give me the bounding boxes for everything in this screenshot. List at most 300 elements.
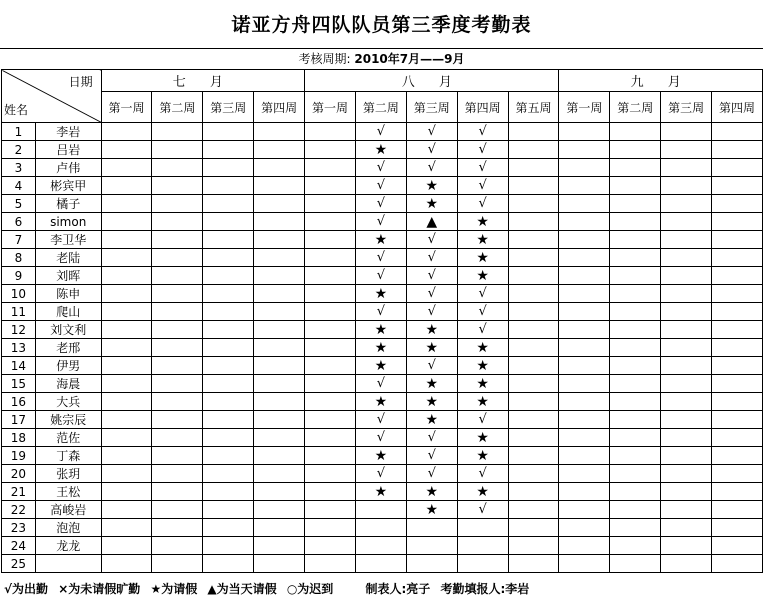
attendance-cell [203,411,254,429]
legend-leave: ★为请假 [150,582,198,596]
row-number: 16 [2,393,36,411]
attendance-cell [610,393,661,411]
attendance-cell [203,195,254,213]
attendance-cell [406,555,457,573]
attendance-cell [152,411,203,429]
member-name [35,555,101,573]
attendance-cell [610,501,661,519]
member-name: 李卫华 [35,231,101,249]
row-number: 12 [2,321,36,339]
attendance-cell [305,213,356,231]
attendance-cell: √ [355,375,406,393]
attendance-cell: √ [355,465,406,483]
legend-absent: ×为未请假旷勤 [58,582,141,596]
table-row [2,195,763,213]
attendance-cell [661,339,712,357]
attendance-cell: √ [457,411,508,429]
attendance-cell [661,411,712,429]
attendance-cell [203,177,254,195]
attendance-cell: √ [457,177,508,195]
attendance-cell: √ [355,195,406,213]
attendance-cell [712,465,763,483]
attendance-cell [152,519,203,537]
month-september: 九 月 [559,70,763,92]
attendance-cell: √ [457,123,508,141]
attendance-cell [508,465,559,483]
table-row [2,159,763,177]
attendance-cell [203,555,254,573]
attendance-cell [610,123,661,141]
attendance-cell: ★ [355,285,406,303]
attendance-cell [152,375,203,393]
attendance-cell [203,231,254,249]
member-name: 龙龙 [35,537,101,555]
attendance-cell: ★ [355,321,406,339]
attendance-cell: √ [406,285,457,303]
attendance-cell [610,357,661,375]
table-row [2,447,763,465]
attendance-cell [254,231,305,249]
attendance-cell [203,213,254,231]
row-number: 3 [2,159,36,177]
attendance-cell [254,159,305,177]
attendance-cell [101,231,152,249]
attendance-cell [152,501,203,519]
member-name: 丁森 [35,447,101,465]
attendance-cell [305,483,356,501]
attendance-cell [101,303,152,321]
attendance-cell [610,159,661,177]
attendance-cell [559,429,610,447]
member-name: 王松 [35,483,101,501]
row-number: 15 [2,375,36,393]
member-name: 姚宗辰 [35,411,101,429]
attendance-cell [610,141,661,159]
attendance-cell: ★ [457,447,508,465]
attendance-cell: √ [355,177,406,195]
attendance-cell [712,393,763,411]
attendance-cell [254,483,305,501]
attendance-cell [661,285,712,303]
row-number: 20 [2,465,36,483]
attendance-cell [203,447,254,465]
attendance-cell [559,393,610,411]
attendance-cell [152,213,203,231]
attendance-cell [305,429,356,447]
row-number: 2 [2,141,36,159]
period-label: 考核周期: [298,52,351,66]
attendance-cell [661,537,712,555]
member-name: 老邢 [35,339,101,357]
attendance-cell [661,357,712,375]
attendance-cell: ★ [457,231,508,249]
attendance-cell [610,303,661,321]
attendance-cell [610,231,661,249]
week-header: 第三周 [661,92,712,123]
attendance-cell [254,411,305,429]
attendance-cell: ★ [406,393,457,411]
attendance-cell [203,303,254,321]
table-row [2,357,763,375]
attendance-cell [712,411,763,429]
attendance-cell [508,483,559,501]
attendance-cell: √ [406,465,457,483]
attendance-cell [101,339,152,357]
attendance-cell [305,555,356,573]
attendance-cell [559,501,610,519]
attendance-cell: ★ [355,141,406,159]
attendance-cell [305,519,356,537]
table-row [2,213,763,231]
week-header: 第四周 [712,92,763,123]
attendance-cell [203,501,254,519]
attendance-cell [101,141,152,159]
attendance-cell [203,375,254,393]
attendance-cell [203,537,254,555]
member-name: 爬山 [35,303,101,321]
legend-same-day-leave: ▲为当天请假 [207,582,277,596]
attendance-cell [254,357,305,375]
attendance-cell [203,465,254,483]
attendance-cell: ★ [355,339,406,357]
table-maker: 制表人:亮子 [365,582,431,596]
attendance-cell: √ [457,303,508,321]
attendance-cell [559,375,610,393]
attendance-cell [610,321,661,339]
attendance-cell [254,375,305,393]
attendance-cell [508,447,559,465]
attendance-cell [101,321,152,339]
attendance-cell [559,483,610,501]
member-name: 老陆 [35,249,101,267]
member-name: 高峻岩 [35,501,101,519]
attendance-cell [610,375,661,393]
table-row [2,321,763,339]
table-row [2,465,763,483]
attendance-cell [203,429,254,447]
month-july: 七 月 [101,70,305,92]
attendance-cell: ★ [457,249,508,267]
attendance-cell [152,285,203,303]
attendance-cell: ★ [457,429,508,447]
attendance-cell [203,483,254,501]
attendance-cell [203,141,254,159]
attendance-cell [305,321,356,339]
name-header: 姓名 [4,103,29,117]
attendance-cell [661,303,712,321]
attendance-cell: √ [406,141,457,159]
attendance-cell [203,339,254,357]
row-number: 5 [2,195,36,213]
attendance-cell [254,465,305,483]
attendance-cell [508,303,559,321]
review-period [0,48,763,69]
attendance-cell: ★ [355,231,406,249]
attendance-cell [610,267,661,285]
attendance-cell [712,501,763,519]
attendance-cell [152,141,203,159]
attendance-cell [559,195,610,213]
attendance-cell [101,429,152,447]
attendance-cell [152,555,203,573]
row-number: 1 [2,123,36,141]
attendance-cell [254,141,305,159]
attendance-cell: √ [355,429,406,447]
attendance-cell [101,393,152,411]
attendance-cell [101,357,152,375]
member-name: simon [35,213,101,231]
attendance-cell: ★ [406,375,457,393]
member-name: 范佐 [35,429,101,447]
attendance-cell [305,303,356,321]
table-row [2,303,763,321]
attendance-cell [559,357,610,375]
attendance-cell [254,501,305,519]
member-name: 泡泡 [35,519,101,537]
attendance-cell [101,195,152,213]
attendance-cell [610,483,661,501]
table-row [2,339,763,357]
attendance-cell [559,249,610,267]
attendance-cell [254,555,305,573]
attendance-cell [152,321,203,339]
attendance-cell [355,519,406,537]
attendance-cell: ★ [457,339,508,357]
attendance-cell [305,357,356,375]
attendance-cell: √ [457,501,508,519]
attendance-cell [152,303,203,321]
attendance-cell [152,249,203,267]
attendance-cell [305,195,356,213]
table-row [2,483,763,501]
attendance-cell [305,411,356,429]
attendance-cell [559,447,610,465]
header-corner [2,70,102,123]
row-number: 4 [2,177,36,195]
attendance-cell [457,537,508,555]
attendance-cell: ★ [406,195,457,213]
week-header: 第三周 [203,92,254,123]
member-name: 李岩 [35,123,101,141]
attendance-cell: ▲ [406,213,457,231]
table-row [2,555,763,573]
attendance-cell: ★ [406,339,457,357]
attendance-cell [712,123,763,141]
attendance-cell: √ [355,159,406,177]
attendance-cell [101,537,152,555]
attendance-cell [508,357,559,375]
attendance-cell [508,231,559,249]
attendance-cell [508,555,559,573]
attendance-cell [305,447,356,465]
attendance-cell: ★ [355,447,406,465]
attendance-cell [508,213,559,231]
attendance-cell [661,321,712,339]
attendance-cell [559,267,610,285]
attendance-cell [254,249,305,267]
attendance-cell [712,357,763,375]
attendance-cell: ★ [355,393,406,411]
attendance-cell [508,141,559,159]
attendance-cell [152,159,203,177]
attendance-cell [610,177,661,195]
attendance-cell [101,519,152,537]
attendance-cell: √ [406,429,457,447]
row-number: 10 [2,285,36,303]
attendance-cell [712,285,763,303]
attendance-cell [610,285,661,303]
attendance-cell [508,339,559,357]
row-number: 25 [2,555,36,573]
attendance-cell [661,429,712,447]
member-name: 张玥 [35,465,101,483]
attendance-cell [254,303,305,321]
attendance-cell [254,195,305,213]
attendance-cell [305,393,356,411]
attendance-cell [712,195,763,213]
attendance-cell [559,177,610,195]
attendance-cell [152,465,203,483]
attendance-cell: √ [406,267,457,285]
attendance-cell [203,357,254,375]
attendance-cell [559,213,610,231]
attendance-cell [508,321,559,339]
attendance-cell [508,177,559,195]
attendance-cell: √ [406,447,457,465]
attendance-cell [508,249,559,267]
member-name: 伊男 [35,357,101,375]
attendance-cell: ★ [406,177,457,195]
attendance-cell: ★ [457,393,508,411]
attendance-cell: √ [457,465,508,483]
attendance-cell [712,159,763,177]
attendance-cell [559,411,610,429]
table-row [2,231,763,249]
table-row [2,267,763,285]
attendance-cell [610,195,661,213]
attendance-cell [254,447,305,465]
row-number: 18 [2,429,36,447]
attendance-cell [305,537,356,555]
week-header: 第一周 [101,92,152,123]
attendance-cell [712,555,763,573]
table-row [2,411,763,429]
attendance-cell [203,393,254,411]
attendance-cell: √ [406,249,457,267]
attendance-cell [712,483,763,501]
attendance-cell [101,375,152,393]
attendance-cell [203,267,254,285]
attendance-cell [610,411,661,429]
attendance-cell: ★ [355,357,406,375]
attendance-cell: √ [457,141,508,159]
attendance-cell [508,501,559,519]
attendance-cell [101,285,152,303]
attendance-cell [203,285,254,303]
attendance-cell: ★ [406,411,457,429]
row-number: 14 [2,357,36,375]
attendance-cell [610,429,661,447]
attendance-cell [610,555,661,573]
week-header: 第一周 [305,92,356,123]
attendance-cell [508,123,559,141]
attendance-cell [508,195,559,213]
attendance-cell [101,213,152,231]
attendance-cell [305,159,356,177]
attendance-cell [661,231,712,249]
attendance-cell [661,375,712,393]
row-number: 11 [2,303,36,321]
attendance-cell [712,267,763,285]
attendance-cell [712,213,763,231]
week-header: 第二周 [355,92,406,123]
attendance-cell [254,537,305,555]
row-number: 21 [2,483,36,501]
attendance-cell [152,177,203,195]
attendance-cell [508,537,559,555]
attendance-cell [152,339,203,357]
attendance-cell [661,141,712,159]
attendance-cell: ★ [457,483,508,501]
attendance-cell: √ [355,213,406,231]
attendance-cell [508,519,559,537]
attendance-cell [610,213,661,231]
attendance-cell [152,429,203,447]
attendance-cell [305,267,356,285]
attendance-cell [355,501,406,519]
attendance-cell: ★ [406,483,457,501]
attendance-cell: ★ [457,375,508,393]
attendance-cell [254,519,305,537]
attendance-cell [508,429,559,447]
attendance-cell [305,231,356,249]
attendance-cell [712,249,763,267]
attendance-cell [661,555,712,573]
table-row [2,519,763,537]
attendance-cell [661,267,712,285]
attendance-cell [661,213,712,231]
attendance-cell [152,195,203,213]
attendance-cell [101,411,152,429]
attendance-cell: √ [406,159,457,177]
month-august: 八 月 [305,70,559,92]
attendance-cell [101,177,152,195]
row-number: 19 [2,447,36,465]
table-row [2,123,763,141]
period-value: 2010年7月——9月 [354,52,465,66]
row-number: 9 [2,267,36,285]
attendance-cell [508,393,559,411]
attendance-cell [203,321,254,339]
attendance-cell [101,465,152,483]
member-name: 刘晖 [35,267,101,285]
attendance-cell: √ [406,123,457,141]
row-number: 6 [2,213,36,231]
attendance-cell [203,249,254,267]
attendance-cell [508,411,559,429]
attendance-cell [101,249,152,267]
attendance-cell: ★ [355,483,406,501]
attendance-cell: √ [457,285,508,303]
attendance-cell [406,537,457,555]
table-row [2,501,763,519]
attendance-cell [712,177,763,195]
attendance-cell [610,339,661,357]
table-row [2,429,763,447]
attendance-cell [203,159,254,177]
member-name: 陈申 [35,285,101,303]
attendance-cell: √ [355,249,406,267]
